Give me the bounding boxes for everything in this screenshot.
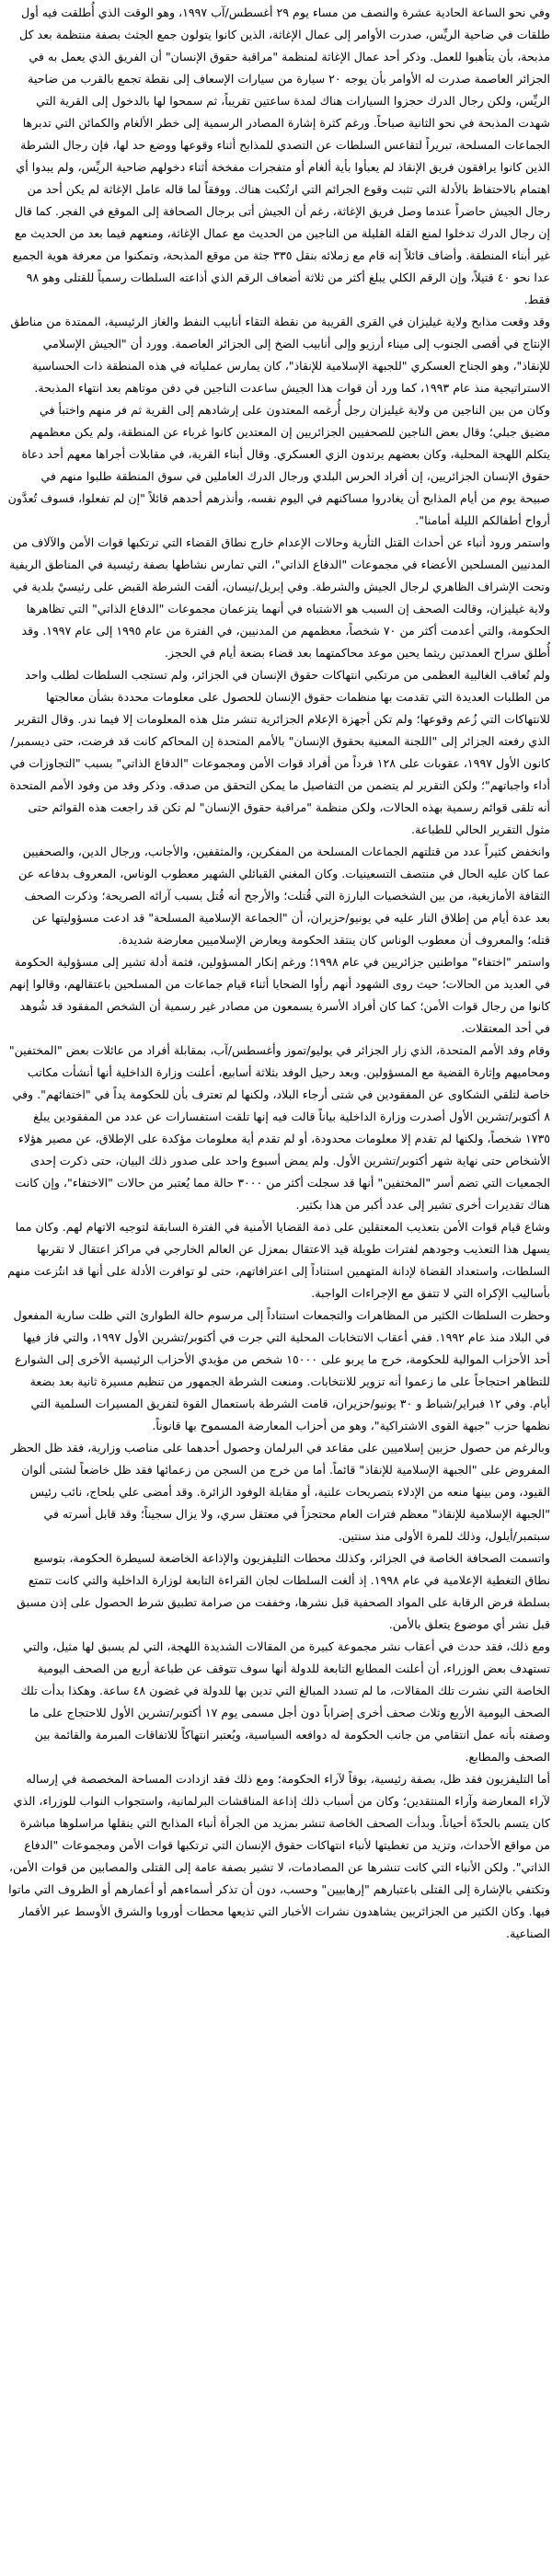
- paragraph-press-coverage: واتسمت الصحافة الخاصة في الجزائر، وكذلك محطات التليفزيون والإذاعة الخاضعة لسيطرة الحكومة، بتوسيع نطاق التغطية الإعلامية في عام ١٩٩٨. إذ ألغت السلطات لجان القراءة التابعة لوزارة الداخلية والتي كانت تتمتع بسلطة فرض الرقابة على المواد الصحفية قبل نشرها، وخففت من صرامة تطبيق شرط الحصول على إذن مسبق قبل نشر أي موضوع يتعلق بالأمن.: [17, 1551, 550, 1631]
- paragraph-rais-massacre: وفي نحو الساعة الحادية عشرة والنصف من مساء يوم ٢٩ أغسطس/آب ١٩٩٧، وهو الوقت الذي أُطلقت فيه أول طلقات في ضاحية الريِّس، صدرت الأوامر إلى عمال الإغاثة، الذين كانوا يتولون جمع الجثث بصفة منتظمة بعد كل مذبحة، بأن يتأهبوا للعمل. وذكر أحد عمال الإغاثة لمنظمة "مراقبة حقوق الإنسان" أن الفريق الذي يعمل به في الجزائر العاصمة صدرت له الأوامر بأن يوجه ٢٠ سيارة من سيارات الإسعاف إلى نقطة تجمع بالقرب من ضاحية الريِّس، ولكن رجال الدرك حجزوا السيارات هناك لمدة ساعتين تقريباً، ثم سمحوا لها بالدخول إلى القرية التي شهدت المذبحة في نحو الثانية صباحاً. ورغم كثرة إشارة المصادر الرسمية إلى خطر الألغام والكمائن التي تدبرها الجماعات المسلحة، تبريراً لتقاعس السلطات عن التصدي للمذابح أثناء وقوعها ووضع حد لها، فإن رجال الشرطة الذين كانوا يرافقون فريق الإنقاذ لم يعبأوا بأية ألغام أو متفجرات مفخخة أثناء دخولهم ضاحية الريِّس، ولم يبدوا أي اهتمام بالاحتفاظ بالأدلة التي تثبت وقوع الجرائم التي ارتُكبت هناك. ووفقاً لما قاله عامل الإغاثة لم يكن أحد من رجال الجيش حاضراً عندما وصل فريق الإغاثة، رغم أن الجيش أتى برجال الصحافة إلى الموقع في الفجر. كما قال إن رجال الدرك تدخلوا لمنع القلة القليلة من الناجين من الحديث مع عمال الإغاثة، ومنعهم فيما بعد من الحديث مع غير أبناء المنطقة. وأضاف قائلاً إنه قام مع زملائه بنقل ٣٣٥ جثة من موقع المذبحة، وتمكنوا من معرفة هوية الجميع عدا نحو ٤٠ قتيلاً، وإن الرقم الكلي يبلغ أكثر من ثلاثة أضعاف الرقم الذي أذاعته السلطات رسمياً للقتلى وهو ٩٨ فقط.: [12, 6, 550, 306]
- paragraph-self-defense-groups: واستمر ورود أنباء عن أحداث القتل الثأرية وحالات الإعدام خارج نطاق القضاء التي ترتكبها قوات الأمن والآلاف من المدنيين المسلحين الأعضاء في مجموعات "الدفاع الذاتي"، التي تمارس نشاطها بصفة رئيسية في المناطق الريفية وتحت الإشراف الظاهري لرجال الجيش والشرطة. وفي إبريل/نيسان، ألقت الشرطة القبض على رئيسيْ بلدية في ولاية غيليزان، وقالت الصحف إن السبب هو الاشتباه في أنهما يتزعمان مجموعات "الدفاع الذاتي" التي تظاهرها الحكومة، والتي أعدمت أكثر من ٧٠ شخصاً، معظمهم من المدنيين، في الفترة من عام ١٩٩٥ إلى عام ١٩٩٧. وقد أُطلق سراح العمدتين ريثما يحين موعد محاكمتهما بعد قضاء بضعة أيام في الحجز.: [9, 535, 550, 660]
- paragraph-un-delegation: وقام وفد الأمم المتحدة، الذي زار الجزائر في يوليو/تموز وأغسطس/آب، بمقابلة أفراد من عائلات بعض "المختفين" ومحاميهم وإثارة القضية مع المسؤولين. وبعد رحيل الوفد بثلاثة أسابيع، أعلنت وزارة الداخلية أنها أنشأت مكاتب خاصة لتلقي الشكاوى عن المفقودين في شتى أرجاء البلاد، ولكنها لم تعترف بأن للحكومة يداً في "اختفائهم". وفي ٨ أكتوبر/تشرين الأول أصدرت وزارة الداخلية بياناً قالت فيه إنها تلقت استفسارات عن عدد من المفقودين يبلغ ١٧٣٥ شخصاً، ولكنها لم تقدم إلا معلومات محدودة، أو لم تقدم أية معلومات مؤكدة على الإطلاق، عن مصير هؤلاء الأشخاص حتى نهاية شهر أكتوبر/تشرين الأول. ولم يمض أسبوع واحد على صدور ذلك البيان، حتى ذكرت إحدى الجمعيات التي تضم أسر "المختفين" أنها قد سجلت أكثر من ٣٠٠٠ حالة مما يُعتبر من حالات "الاختفاء"، وإن كانت هناك تقديرات أخرى تشير إلى عدد أكبر من هذا بكثير.: [8, 1043, 550, 1212]
- paragraph-television: أما التليفزيون فقد ظل، بصفة رئيسية، بوقاً لآراء الحكومة؛ ومع ذلك فقد ازدادت المساحة المخصصة في إرساله لآراء المعارضة وآراء المنتقدين؛ وكان من أسباب ذلك إذاعة المناقشات البرلمانية، واستجواب النواب للوزراء، الذي كان يتسم بالحدّة أحياناً. وبدأت الصحف الخاصة تنشر بمزيد من الجرأة أنباء المذابح التي ينقلها مراسلوها مباشرة من مواقع الأحداث، وتزيد من تغطيتها لأنباء انتهاكات حقوق الإنسان التي ترتكبها قوات الأمن ومجموعات "الدفاع الذاتي". ولكن الأنباء التي كانت تنشرها عن المصادمات، لا تشير بصفة عامة إلى القتلى والمصابين من قوات الأمن، وتكتفي بالإشارة إلى القتلى باعتبارهم "إرهابيين" وحسب، دون أن تذكر أسماءهم أو أعمارهم أو الظروف التي ماتوا فيها. وكان الكثير من الجزائريين يشاهدون نشرات الأخبار التي تذيعها محطات أوروبا والشرق الأوسط عبر الأقمار الصناعية.: [8, 1772, 550, 1940]
- paragraph-disappearances: واستمر "اختفاء" مواطنين جزائريين في عام ١٩٩٨؛ ورغم إنكار المسؤولين، فثمة أدلة تشير إلى مسؤولية الحكومة في العديد من الحالات؛ حيث روى الشهود أنهم رأوا الضحايا أثناء قيام جماعات من المسلحين باعتقالهم، وقالوا إنهم كانوا من رجال قوات الأمن؛ كما كان أفراد الأسرة يسمعون من مصادر غير رسمية أن الشخص المفقود قد شُوهد في أحد المعتقلات.: [9, 955, 550, 1035]
- paragraph-relizane-survivors: وكان من بين الناجين من ولاية غيليزان رجل أُرغمه المعتدون على إرشادهم إلى القرية ثم فر منهم واختبأ في مضيق جبلي؛ وقال بعض الناجين للصحفيين الجزائريين إن المعتدين كانوا غرباء عن المنطقة، ولم يكن معظمهم يتكلم اللهجة المحلية، وكان بعضهم يرتدون الزي العسكري. وقال أبناء القرية، في مقابلات أجراها معهم أحد دعاة حقوق الإنسان الجزائريين، إن أفراد الحرس البلدي ورجال الدرك العاملين في سوق المنطقة طلبوا منهم في صبيحة يوم من أيام المذابح أن يغادروا مساكنهم في اليوم نفسه، وأنذرهم أحدهم قائلاً "إن لم تفعلوا، فسوف تُعدَّون أرواح أطفالكم الليلة أمامنا".: [7, 403, 550, 527]
- paragraph-torture: وشاع قيام قوات الأمن بتعذيب المعتقلين على ذمة القضايا الأمنية في الفترة السابقة لتوجيه الاتهام لهم. وكان مما يسهل هذا التعذيب وجودهم لفترات طويلة قيد الاعتقال بمعزل عن العالم الخارجي في مراكز اعتقال لا تقربها السلطات، واستعداد القضاة لإدانة المتهمين استناداً إلى اعترافاتهم، حتى لو توافرت الأدلة على أنها قد انتُزعت منهم بأساليب الإكراه التي لا تتفق مع الإجراءات الواجبة.: [7, 1220, 550, 1300]
- paragraph-relizane-massacres: وقد وقعت مذابح ولاية غيليزان في القرى القريبة من نقطة التقاء أنابيب النفط والغاز الرئيسية، الممتدة من مناطق الإنتاج في أقصى الجنوب إلى ميناء أرزيو وإلى أنابيب الضخ إلى الجزائر العاصمة. وورد أن "الجيش الإسلامي للإنقاذ"، وهو الجناح العسكري "للجبهة الإسلامية للإنقاذ"، كان يمارس عملياته في هذه المنطقة ذات الحساسية الاستراتيجية منذ عام ١٩٩٣، كما ورد أن قوات هذا الجيش ساعدت الناجين في دفن موتاهم بعد انتهاء المذبحة.: [10, 315, 550, 395]
- paragraph-fis-ban: وبالرغم من حصول حزبين إسلاميين على مقاعد في البرلمان وحصول أحدهما على مناصب وزارية، فقد ظل الحظر المفروض على "الجبهة الإسلامية للإنقاذ" قائماً. أما من خرج من السجن من زعمائها فقد ظل خاضعاً لشتى ألوان القيود، ومن بينها منعه من الإدلاء بتصريحات علنية، أو مقابلة الوفود الزائرة. وقد أمضى علي بلحاج، نائب رئيس "الجبهة الإسلامية للإنقاذ" معظم فترات العام محتجزاً في معتقل سري، ولا يزال سجيناً؛ وقد قابل أسرته في سبتمبر/أيلول، وذلك للمرة الأولى منذ سنتين.: [10, 1441, 550, 1543]
- paragraph-press-strike: ومع ذلك، فقد حدث في أعقاب نشر مجموعة كبيرة من المقالات الشديدة اللهجة، التي لم يسبق لها مثيل، والتي تستهدف بعض الوزراء، أن أعلنت المطابع التابعة للدولة أنها سوف تتوقف عن طباعة أربع من الصحف اليومية الخاصة التي نشرت تلك المقالات، ما لم تسدد المبالغ التي تدين بها للدولة في غضون ٤٨ ساعة. وهكذا بدأت تلك الصحف اليومية الأربع وثلاث صحف أخرى إضراباً دون أجل مسمى يوم ١٧ أكتوبر/تشرين الأول للاحتجاج على ما وصفته بأنه عمل انتقامي من جانب الحكومة له دوافعه السياسية، ويُعتبر انتهاكاً للاتفاقات المبرمة والقائمة بين الصحف والمطابع.: [20, 1639, 550, 1764]
- paragraph-impunity: ولم تُعاقب الغالبية العظمى من مرتكبي انتهاكات حقوق الإنسان في الجزائر، ولم تستجب السلطات لطلب واحد من الطلبات العديدة التي تقدمت بها منظمات حقوق الإنسان للحصول على معلومات محددة بشأن معالجتها للانتهاكات التي زُعم وقوعها؛ ولم تكن أجهزة الإعلام الجزائرية تنشر مثل هذه المعلومات إلا فيما ندر. وقال التقرير الذي رفعته الجزائر إلى "اللجنة المعنية بحقوق الإنسان" بالأمم المتحدة إن المحاكم كانت قد فرضت، حتى ديسمبر/كانون الأول ١٩٩٧، عقوبات على ١٢٨ فرداً من أفراد قوات الأمن ومجموعات "الدفاع الذاتي" بسبب "التجاوزات في أداء واجباتهم"؛ ولكن التقرير لم يتضمن من التفاصيل ما يمكن التحقق من صدقه. وذكر وفد من وفود الأمم المتحدة أنه تلقى قوائم رسمية بهذه الحالات، ولكن منظمة "مراقبة حقوق الإنسان" لم تكن قد راجعت هذه القوائم حتى مثول التقرير الحالي للطباعة.: [9, 668, 550, 836]
- paragraph-demonstrations: وحظرت السلطات الكثير من المظاهرات والتجمعات استناداً إلى مرسوم حالة الطوارئ التي ظلت سارية المفعول في البلاد منذ عام ١٩٩٢. ففي أعقاب الانتخابات المحلية التي جرت في أكتوبر/تشرين الأول ١٩٩٧، والتي فاز فيها أحد الأحزاب الموالية للحكومة، خرج ما يربو على ١٥٠٠٠ شخص من مؤيدي الأحزاب الرئيسية الأخرى إلى الشوارع للتظاهر احتجاجاً على ما زعموا أنه تزوير للانتخابات. ومنعت الشرطة الجمهور من تنظيم مسيرة ثانية بعد بضعة أيام. وفي ١٢ فبراير/شباط و ٣٠ يونيو/حزيران، قامت الشرطة باستعمال القوة لتفريق المسيرات السلمية التي نظمها حزب "جبهة القوى الاشتراكية"، وهو من أحزاب المعارضة المسموح بها قانوناً.: [13, 1308, 550, 1432]
- paragraph-armed-groups-killings: وانخفض كثيراً عدد من قتلتهم الجماعات المسلحة من المفكرين، والمثقفين، والأجانب، ورجال الدين، والصحفيين عما كان عليه الحال في منتصف التسعينيات. وكان المغني القبائلي الشهير معطوب الوناس، المعروف بدفاعه عن الثقافة الأمازيغية، من بين الشخصيات البارزة التي قُتلت؛ والأرجح أنه قُتل بسبب آرائه الصريحة؛ وذكرت الصحف بعد عدة أيام من إطلاق النار عليه في يونيو/حزيران، أن "الجماعة الإسلامية المسلحة" قد ادعت مسؤوليتها عن قتله؛ والمعروف أن معطوب الوناس كان ينتقد الحكومة ويعارض الإسلاميين معارضة شديدة.: [18, 845, 550, 947]
